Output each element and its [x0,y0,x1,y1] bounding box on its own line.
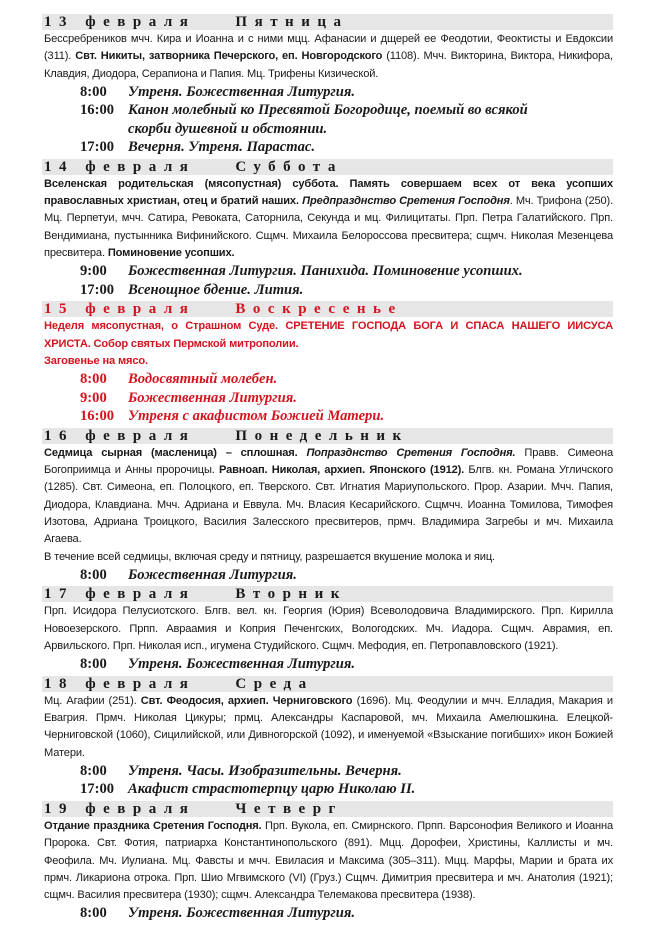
commemoration-text: Отдание праздника Сретения Господня. [44,819,262,832]
service-row [80,101,613,138]
service-row [80,407,613,426]
service-time: 17:00 [80,281,115,298]
day-date: 17 февраля [44,586,196,603]
day-commemorations [42,602,613,655]
day-date: 16 февраля [44,427,196,444]
service-row [80,780,613,799]
commemoration-text: Поминовение усопших. [107,247,235,260]
service-name: Утреня. Божественная Литургия. [128,656,356,673]
day-entry [42,801,613,923]
service-name: Канон молебный ко Пресвятой Богородице, поемый во всякой скорби душевной и обстоянии. [128,102,528,137]
service-time: 8:00 [80,762,107,779]
commemoration-text: Заговенье на мясо. [44,354,148,367]
day-date: 18 февраля [44,675,196,692]
service-time: 17:00 [80,781,115,798]
service-time: 8:00 [80,656,107,673]
day-entry [42,586,613,673]
service-name: Божественная Литургия. Панихида. Поминовение усопших. [128,263,523,280]
commemoration-text: (1108). Мчч. Викторина, Виктора, Никифора, Клавдия, Диодора, Серапиона и Папия. Мц. Трифены Кизической. [44,50,613,80]
service-time: 8:00 [80,566,107,583]
commemoration-text: Мц. Агафии (251). [44,694,141,707]
day-commemorations [42,317,613,370]
service-name: Утреня. Божественная Литургия. [128,83,356,100]
service-row [80,138,613,157]
day-entry [42,428,613,585]
commemoration-text: Блгв. кн. Романа Угличского (1285). Свт. Симеона, еп. Полоцкого, еп. Тверского. Свт. Игнатия Мариупольского. Прор. Азарии. Мчч. Папия, Диодора, Клавдиана. Мчч. Адриана и Еввула. Мч. Власия Кесарийского. Сщмчч. Иоанна Томилова, Тимофея Изотова, Адриана Троицкого, Василия Залесского пресвитеров, прмч. Владимира Загребы и мч. Михаила Агаева. [44,464,613,546]
commemoration-text: Предпразднство Сретения Господня [302,195,510,208]
commemoration-text: Неделя мясопустная, о Страшном Суде. СРЕТЕНИЕ ГОСПОДА БОГА И СПАСА НАШЕГО ИИСУСА ХРИСТА. Собор святых Пермской митрополии. [44,320,613,350]
services-list [42,762,613,799]
day-entry [42,14,613,157]
service-name: Всенощное бдение. Лития. [128,281,304,298]
service-row [80,566,613,585]
services-list [42,83,613,157]
service-row [80,389,613,408]
day-date: 14 февраля [44,158,196,175]
commemoration-text: Правв. Симеона Богоприимца и Анны пророчицы. [44,446,613,477]
commemoration-text: Бессребреников мчч. Кира и Иоанна и с ними мцц. Афанасии и дщерей ее Феодотии, Феоктисты и Евдоксии (311). [44,33,613,63]
service-time: 9:00 [80,389,107,406]
day-weekday: Четверг [235,800,343,817]
service-name: Вечерня. Утреня. Парастас. [128,139,316,156]
day-commemorations [42,817,613,904]
schedule-page [42,14,613,925]
service-time: 17:00 [80,139,115,156]
day-header [42,428,613,444]
service-name: Божественная Литургия. [128,389,297,406]
commemoration-text: Попразднство Сретения Господня. [306,446,516,459]
day-entry [42,301,613,425]
service-time: 9:00 [80,263,107,280]
commemoration-text: Вселенская родительская (мясопустная) суббота. Память совершаем всех от века усопших православных христиан, отец и братий наших. [44,177,613,208]
day-header [42,801,613,817]
service-row [80,262,613,281]
day-commemorations [42,444,613,566]
day-header [42,301,613,317]
service-time: 8:00 [80,371,107,388]
service-time: 8:00 [80,83,107,100]
commemoration-text: Седмица сырная (масленица) – сплошная. [44,446,307,459]
services-list [42,904,613,923]
day-header [42,586,613,602]
service-time: 16:00 [80,408,115,425]
day-commemorations [42,30,613,83]
service-row [80,904,613,923]
day-header [42,14,613,30]
commemoration-text: В течение всей седмицы, включая среду и пятницу, разрешается вкушение молока и яиц. [44,550,495,563]
day-weekday: Вторник [235,586,347,603]
day-date: 19 февраля [44,800,196,817]
services-list [42,655,613,674]
service-name: Утреня. Часы. Изобразительны. Вечерня. [128,762,402,779]
commemoration-text: (1696). Мц. Феодулии и мчч. Елладия, Макария и Евагрия. Прмч. Николая Цикуры; прмц. Александры Каспаровой, мч. Михаила Амелюшкина. Елецкой-Черниговской (1060), Сицилийской, или Дивногорской (1092), и именуемой «Взыскание погибших» икон Божией Матери. [44,694,613,759]
service-row [80,83,613,102]
day-entry [42,676,613,799]
service-name: Утреня с акафистом Божией Матери. [128,408,385,425]
commemoration-text: Свт. Никиты, затворника Печерского, еп. Новгородского [75,50,383,63]
day-header [42,676,613,692]
service-name: Утреня. Божественная Литургия. [128,905,356,922]
day-date: 13 февраля [44,14,196,30]
day-header [42,159,613,175]
commemoration-text: Прп. Исидора Пелусиотского. Блгв. вел. кн. Георгия (Юрия) Всеволодовича Владимирского. Прп. Кирилла Новоезерского. Прпп. Авраамия и Коприя Печенгских, Вологодских. Мч. Иадора. Сщмч. Аврамия, еп. Арвильского. Прп. Николая исп., игумена Студийского. Сщмч. Мефодия, еп. Петропавловского (1921). [44,605,613,652]
day-weekday: Суббота [235,158,343,175]
service-row [80,655,613,674]
service-name: Божественная Литургия. [128,566,297,583]
services-list [42,262,613,299]
services-list [42,370,613,426]
day-weekday: Воскресенье [235,301,403,318]
service-row [80,281,613,300]
commemoration-text: Равноап. Николая, архиеп. Японского (1912). [219,464,465,477]
service-time: 8:00 [80,905,107,922]
day-weekday: Понедельник [235,427,409,444]
day-weekday: Пятница [235,14,349,30]
service-row [80,370,613,389]
day-commemorations [42,175,613,262]
service-time: 16:00 [80,102,115,119]
day-weekday: Среда [235,675,314,692]
service-name: Водосвятный молебен. [128,371,278,388]
day-commemorations [42,692,613,762]
services-list [42,566,613,585]
service-name: Акафист страстотерпцу царю Николаю II. [128,781,416,798]
commemoration-text: Прп. Вукола, еп. Смирнского. Прпп. Варсонофия Великого и Иоанна Пророка. Свт. Фотия, патриарха Константинопольского (891). Мцц. Дорофеи, Христины, Каллисты и мч. Феофила. Мч. Иулиана. Мц. Фавсты и мчч. Евиласия и Максима (305–311). Мцц. Марфы, Марии и брата их прмч. Ликариона отрока. Прп. Шио Мгвимского (VI) (Груз.) Сщмч. Димитрия пресвитера и мч. Анатолия (1921); сщмч. Василия пресвитера (1930); сщмч. Александра Телемакова пресвитера (1938). [44,819,613,902]
commemoration-text: . Мч. Трифона (250). Мц. Перпетуи, мчч. Сатира, Ревоката, Саторнила, Секунда и мц. Филицитаты. Прп. Петра Галатийского. Прп. Вендимиана, пустынника Вифинийского. Сщмч. Михаила Белороссова пресвитера; сщмч. Николая Мезенцева пресвитера. [44,195,614,260]
day-date: 15 февраля [44,301,196,318]
service-row [80,762,613,781]
day-entry [42,159,613,299]
commemoration-text: Свт. Феодосия, архиеп. Черниговского [140,694,353,707]
